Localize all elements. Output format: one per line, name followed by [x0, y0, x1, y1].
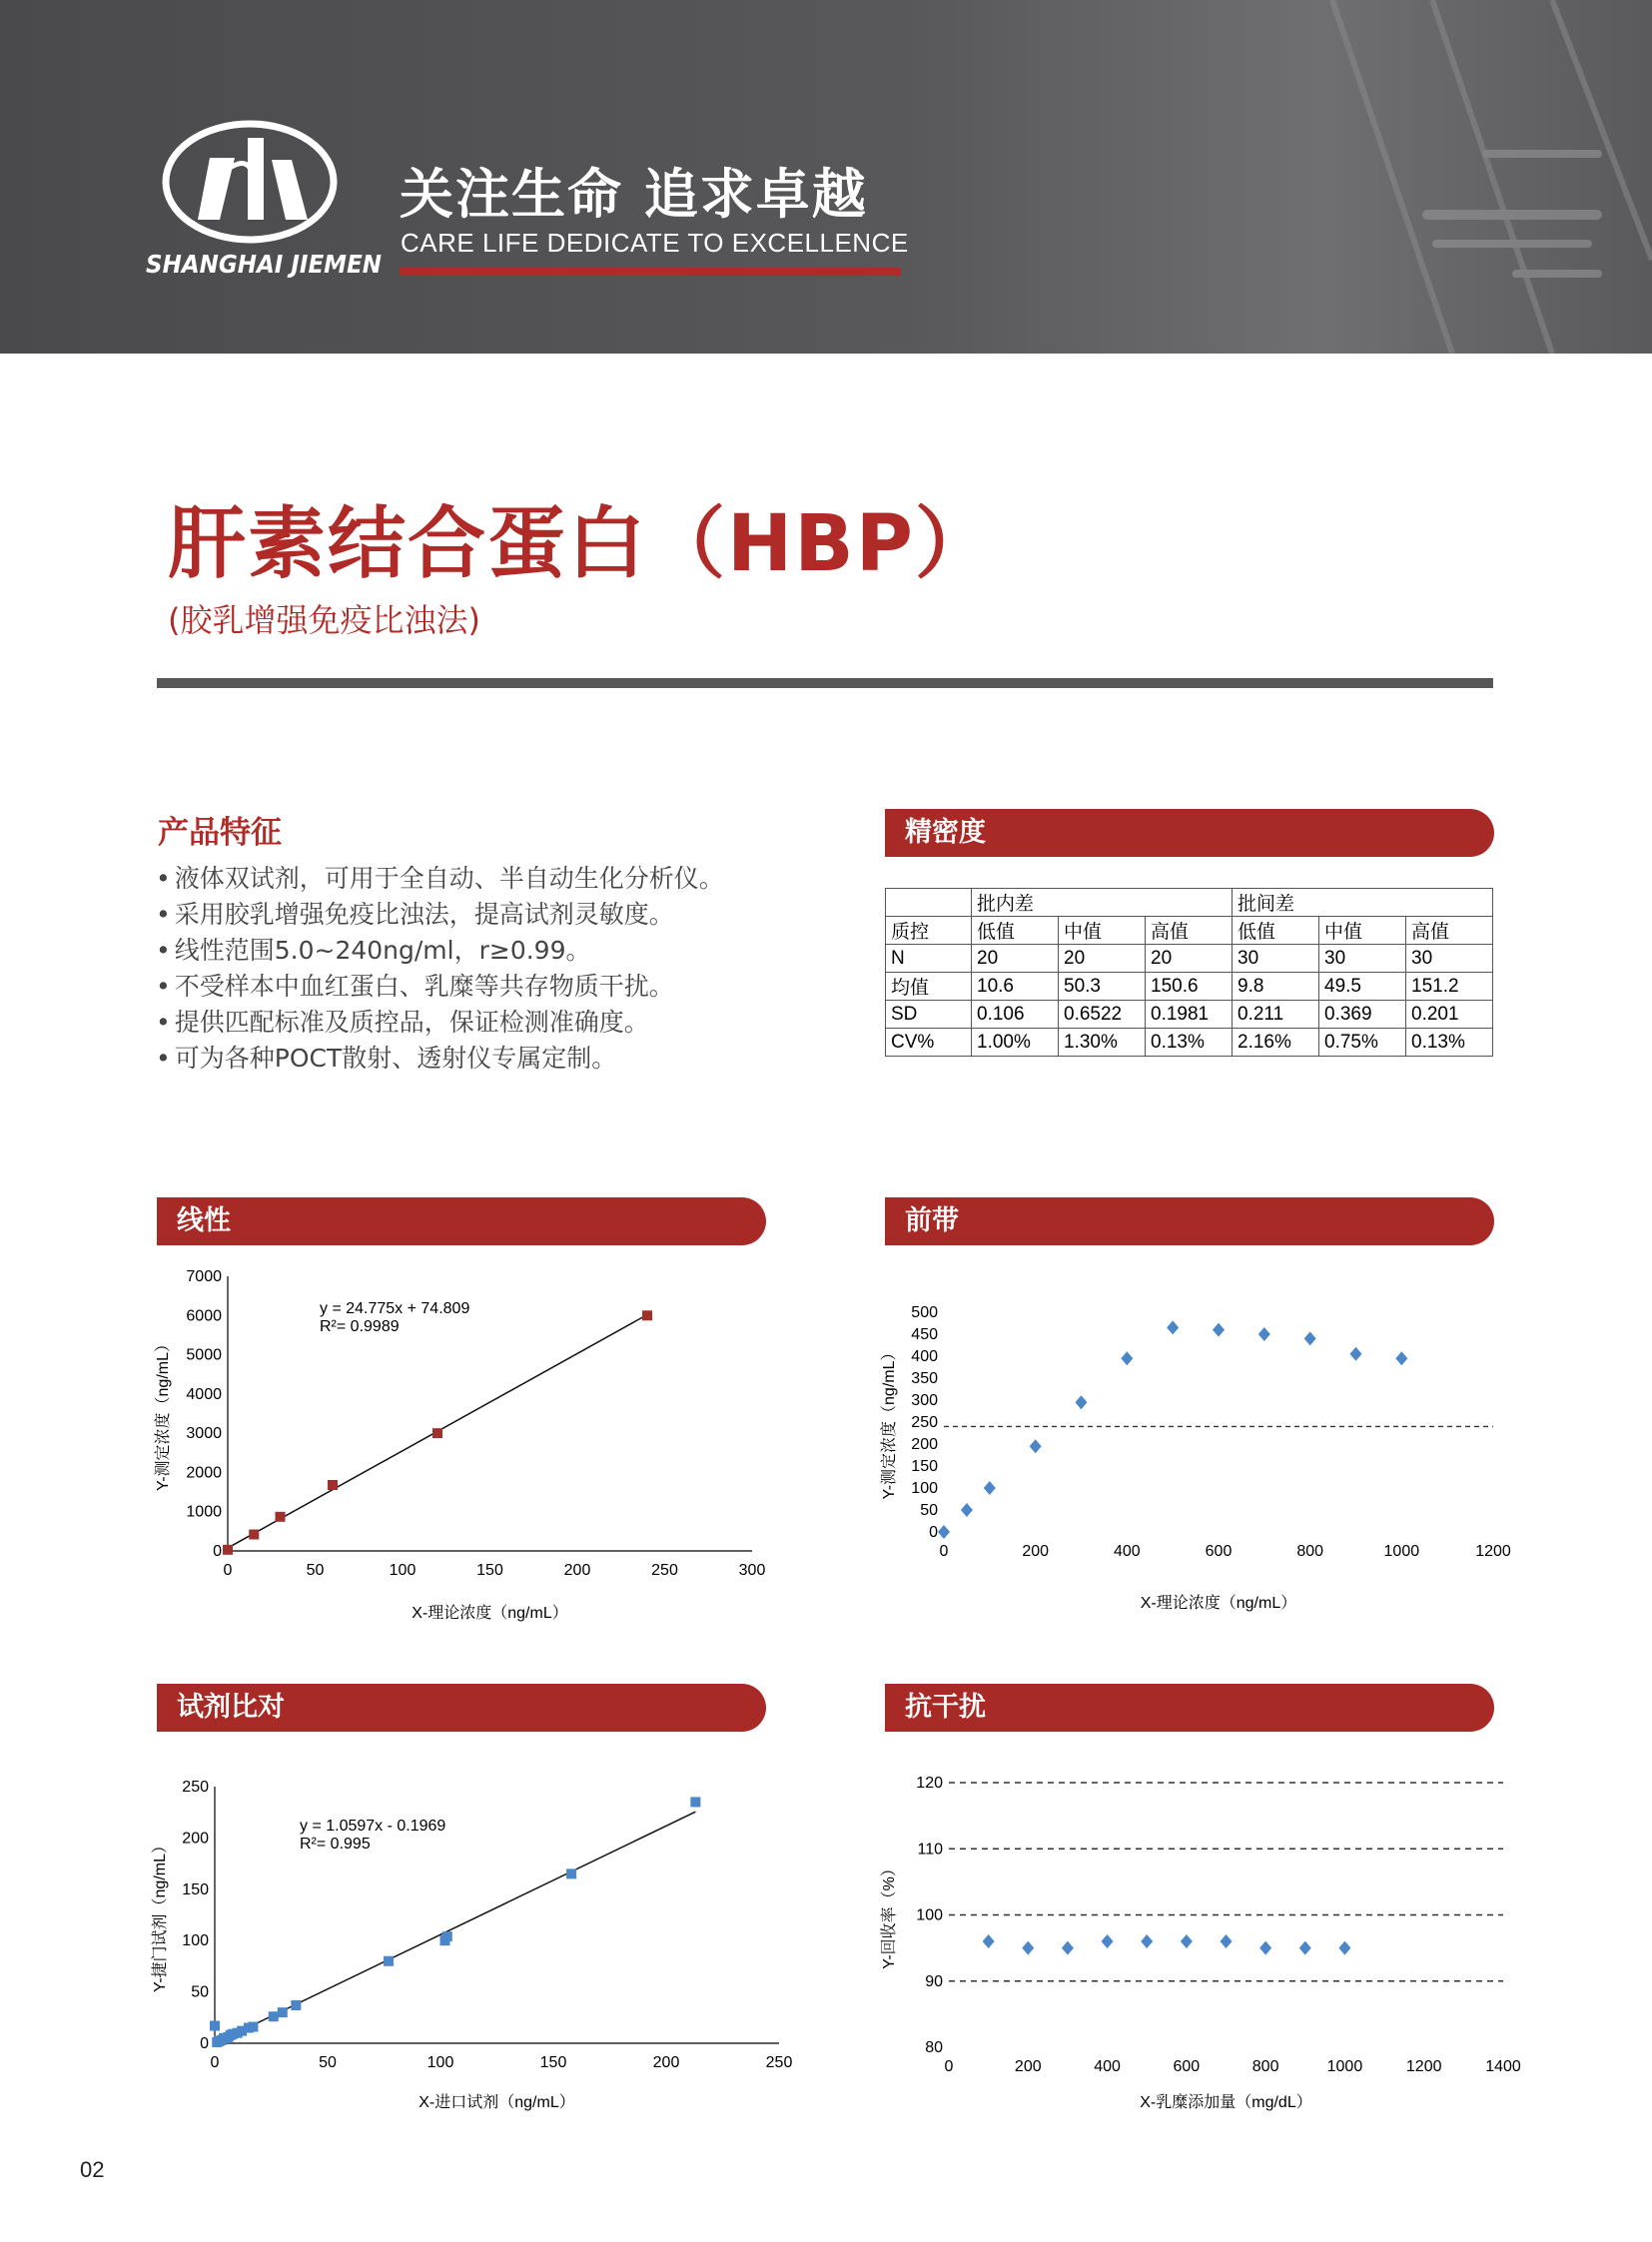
- x-tick-label: 800: [1251, 2058, 1279, 2075]
- page-number: 02: [80, 2157, 105, 2182]
- features-list: [156, 861, 724, 1077]
- table-cell: 151.2: [1406, 973, 1493, 1001]
- y-tick-label: 100: [911, 1480, 938, 1497]
- table-cell: 30: [1233, 945, 1319, 973]
- y-tick-label: 150: [182, 1880, 209, 1898]
- data-point: [1221, 1934, 1233, 1948]
- y-tick-label: 4000: [186, 1385, 222, 1403]
- x-tick-label: 200: [1014, 2058, 1042, 2075]
- data-point: [1141, 1934, 1153, 1948]
- y-tick-label: 300: [911, 1392, 938, 1409]
- data-point: [384, 1956, 394, 1966]
- x-tick-label: 250: [651, 1562, 678, 1579]
- y-axis-label: Y-测定浓度（ng/mL）: [881, 1344, 898, 1500]
- y-tick-label: 110: [917, 1841, 943, 1859]
- x-tick-label: 0: [939, 1543, 949, 1560]
- y-tick-label: 0: [929, 1524, 938, 1541]
- feature-item: • 提供匹配标准及质控品，保证检测准确度。: [156, 1005, 724, 1041]
- x-tick-label: 400: [1094, 2058, 1121, 2075]
- precision-table: [885, 888, 1493, 1057]
- data-point: [690, 1797, 700, 1807]
- x-tick-label: 200: [563, 1562, 591, 1579]
- x-tick-label: 1000: [1326, 2058, 1363, 2075]
- data-point: [1062, 1941, 1074, 1955]
- table-cell: 0.13%: [1406, 1029, 1493, 1057]
- data-point: [1167, 1320, 1179, 1334]
- table-cell: 1.30%: [1059, 1029, 1146, 1057]
- y-tick-label: 250: [911, 1414, 938, 1431]
- y-tick-label: 50: [191, 1983, 209, 2001]
- table-cell: 0.106: [972, 1001, 1059, 1029]
- y-tick-label: 3000: [186, 1425, 222, 1443]
- fit-equation: y = 24.775x + 74.809: [320, 1300, 470, 1317]
- table-cell: 均值: [886, 973, 972, 1001]
- x-tick-label: 100: [426, 2054, 454, 2071]
- data-point: [328, 1480, 338, 1490]
- y-tick-label: 100: [916, 1906, 943, 1924]
- x-tick-label: 200: [1022, 1543, 1050, 1560]
- precision-heading: 精密度: [885, 809, 1494, 857]
- x-tick-label: 0: [944, 2058, 954, 2075]
- x-tick-label: 100: [389, 1562, 416, 1579]
- x-tick-label: 300: [738, 1562, 766, 1579]
- table-cell: 10.6: [972, 973, 1059, 1001]
- y-tick-label: 350: [911, 1370, 938, 1387]
- features-heading: 产品特征: [158, 815, 282, 851]
- table-cell: 1.00%: [972, 1029, 1059, 1057]
- x-tick-label: 600: [1173, 2058, 1201, 2075]
- table-cell: 49.5: [1319, 973, 1406, 1001]
- x-tick-label: 1000: [1383, 1543, 1420, 1560]
- y-tick-label: 0: [213, 1543, 222, 1560]
- slogan-chinese: 关注生命 追求卓越: [400, 163, 868, 226]
- table-cell: 50.3: [1059, 973, 1146, 1001]
- y-tick-label: 0: [200, 2035, 209, 2052]
- page-title: 肝素结合蛋白（HBP）: [168, 499, 995, 589]
- x-axis-label: X-进口试剂（ng/mL）: [418, 2094, 575, 2111]
- title-divider: [157, 678, 1493, 688]
- linearity-chart: [140, 1248, 789, 1638]
- y-tick-label: 450: [911, 1326, 938, 1343]
- data-point: [1121, 1351, 1133, 1365]
- table-row: [886, 889, 1493, 917]
- data-point: [1338, 1941, 1350, 1955]
- x-tick-label: 0: [210, 2054, 220, 2071]
- fit-equation: y = 1.0597x - 0.1969: [300, 1818, 446, 1835]
- table-row: [886, 917, 1493, 945]
- data-point: [1181, 1934, 1193, 1948]
- header-banner: [0, 0, 1652, 354]
- x-tick-label: 800: [1296, 1543, 1324, 1560]
- x-tick-label: 0: [223, 1562, 233, 1579]
- table-cell: 2.16%: [1233, 1029, 1319, 1057]
- x-tick-label: 1200: [1475, 1543, 1511, 1560]
- table-cell: 20: [1059, 945, 1146, 973]
- table-cell: 0.369: [1319, 1001, 1406, 1029]
- data-point: [1299, 1941, 1311, 1955]
- table-cell: 0.6522: [1059, 1001, 1146, 1029]
- table-row: [886, 1001, 1493, 1029]
- data-point: [269, 2011, 279, 2021]
- feature-item: • 不受样本中血红蛋白、乳糜等共存物质干扰。: [156, 969, 724, 1005]
- table-cell: 20: [1146, 945, 1233, 973]
- table-cell: 低值: [1233, 917, 1319, 945]
- x-tick-label: 1200: [1405, 2058, 1442, 2075]
- linearity-heading: 线性: [157, 1197, 766, 1245]
- lab-instrument-decoration: [1133, 0, 1652, 354]
- y-axis-label: Y-回收率（%）: [881, 1861, 898, 1969]
- data-point: [249, 1530, 259, 1540]
- table-cell: 0.201: [1406, 1001, 1493, 1029]
- table-cell: 150.6: [1146, 973, 1233, 1001]
- y-tick-label: 200: [182, 1830, 209, 1848]
- y-tick-label: 2000: [186, 1464, 222, 1482]
- table-cell: 30: [1406, 945, 1493, 973]
- data-point: [210, 2021, 220, 2031]
- table-cell: CV%: [886, 1029, 972, 1057]
- table-cell: 0.1981: [1146, 1001, 1233, 1029]
- x-axis-label: X-理论浓度（ng/mL）: [412, 1605, 568, 1622]
- y-tick-label: 150: [911, 1458, 938, 1475]
- data-point: [961, 1503, 973, 1517]
- data-point: [1350, 1347, 1362, 1361]
- y-tick-label: 500: [911, 1304, 938, 1321]
- table-cell: SD: [886, 1001, 972, 1029]
- table-cell: 0.13%: [1146, 1029, 1233, 1057]
- data-point: [566, 1868, 576, 1878]
- data-point: [1030, 1439, 1042, 1453]
- data-point: [442, 1931, 452, 1941]
- y-tick-label: 200: [911, 1436, 938, 1453]
- table-group-header: 批内差: [972, 889, 1233, 917]
- table-cell: 20: [972, 945, 1059, 973]
- x-axis-label: X-理论浓度（ng/mL）: [1140, 1595, 1297, 1612]
- table-cell: 中值: [1059, 917, 1146, 945]
- brand-name: SHANGHAI JIEMEN: [146, 250, 383, 279]
- data-point: [1259, 1941, 1271, 1955]
- feature-item: • 线性范围5.0~240ng/ml，r≥0.99。: [156, 933, 724, 969]
- interference-chart: [869, 1758, 1521, 2122]
- data-point: [642, 1310, 652, 1320]
- table-row: [886, 973, 1493, 1001]
- comparison-heading: 试剂比对: [157, 1684, 766, 1732]
- table-group-header: 批间差: [1233, 889, 1493, 917]
- y-tick-label: 7000: [186, 1268, 222, 1285]
- data-point: [291, 2000, 301, 2010]
- x-tick-label: 50: [319, 2054, 337, 2071]
- data-point: [1395, 1351, 1407, 1365]
- table-row: [886, 945, 1493, 973]
- comparison-chart: [140, 1758, 793, 2122]
- y-tick-label: 120: [916, 1775, 943, 1792]
- table-cell: [886, 889, 972, 917]
- interference-heading: 抗干扰: [885, 1684, 1494, 1732]
- feature-item: • 液体双试剂，可用于全自动、半自动生化分析仪。: [156, 861, 724, 897]
- y-tick-label: 90: [925, 1972, 943, 1990]
- x-tick-label: 400: [1113, 1543, 1141, 1560]
- y-tick-label: 400: [911, 1348, 938, 1365]
- data-point: [1213, 1323, 1225, 1337]
- feature-item: • 可为各种POCT散射、透射仪专属定制。: [156, 1041, 724, 1077]
- r-squared: R²= 0.995: [300, 1836, 371, 1853]
- x-tick-label: 600: [1205, 1543, 1233, 1560]
- data-point: [1102, 1934, 1114, 1948]
- page-subtitle: (胶乳增强免疫比浊法): [168, 601, 480, 639]
- data-point: [1076, 1395, 1088, 1409]
- y-tick-label: 50: [920, 1502, 938, 1519]
- x-tick-label: 50: [306, 1562, 325, 1579]
- y-tick-label: 5000: [186, 1346, 222, 1364]
- x-tick-label: 150: [476, 1562, 503, 1579]
- table-cell: 高值: [1406, 917, 1493, 945]
- data-point: [938, 1525, 950, 1539]
- data-point: [984, 1481, 996, 1495]
- y-axis-label: Y-测定浓度（ng/mL）: [155, 1335, 172, 1492]
- y-tick-label: 100: [182, 1932, 209, 1950]
- table-cell: 9.8: [1233, 973, 1319, 1001]
- table-cell: 0.211: [1233, 1001, 1319, 1029]
- x-tick-label: 1400: [1485, 2058, 1521, 2075]
- table-cell: 30: [1319, 945, 1406, 973]
- table-cell: 0.75%: [1319, 1029, 1406, 1057]
- data-point: [276, 1512, 286, 1522]
- table-row: [886, 1029, 1493, 1057]
- table-cell: 高值: [1146, 917, 1233, 945]
- slogan-english: CARE LIFE DEDICATE TO EXCELLENCE: [401, 228, 909, 258]
- data-point: [1022, 1941, 1034, 1955]
- slogan-underline: [400, 268, 901, 276]
- y-axis-label: Y-捷门试剂（ng/mL）: [152, 1837, 169, 1993]
- x-tick-label: 250: [765, 2054, 793, 2071]
- prozone-chart: [869, 1288, 1511, 1628]
- feature-item: • 采用胶乳增强免疫比浊法，提高试剂灵敏度。: [156, 897, 724, 933]
- prozone-heading: 前带: [885, 1197, 1494, 1245]
- data-point: [278, 2007, 288, 2017]
- table-cell: 中值: [1319, 917, 1406, 945]
- y-tick-label: 250: [182, 1779, 209, 1796]
- data-point: [1258, 1327, 1270, 1341]
- data-point: [432, 1428, 442, 1438]
- table-cell: 质控: [886, 917, 972, 945]
- data-point: [983, 1934, 995, 1948]
- y-tick-label: 80: [925, 2039, 943, 2056]
- table-cell: 低值: [972, 917, 1059, 945]
- data-point: [1304, 1331, 1316, 1345]
- jiemen-logo-icon: [160, 120, 340, 245]
- data-point: [248, 2022, 258, 2032]
- table-cell: N: [886, 945, 972, 973]
- y-tick-label: 1000: [186, 1503, 222, 1521]
- r-squared: R²= 0.9989: [320, 1318, 400, 1335]
- data-point: [223, 1545, 233, 1555]
- x-axis-label: X-乳糜添加量（mg/dL）: [1140, 2094, 1312, 2111]
- x-tick-label: 200: [652, 2054, 680, 2071]
- x-tick-label: 150: [539, 2054, 567, 2071]
- y-tick-label: 6000: [186, 1307, 222, 1325]
